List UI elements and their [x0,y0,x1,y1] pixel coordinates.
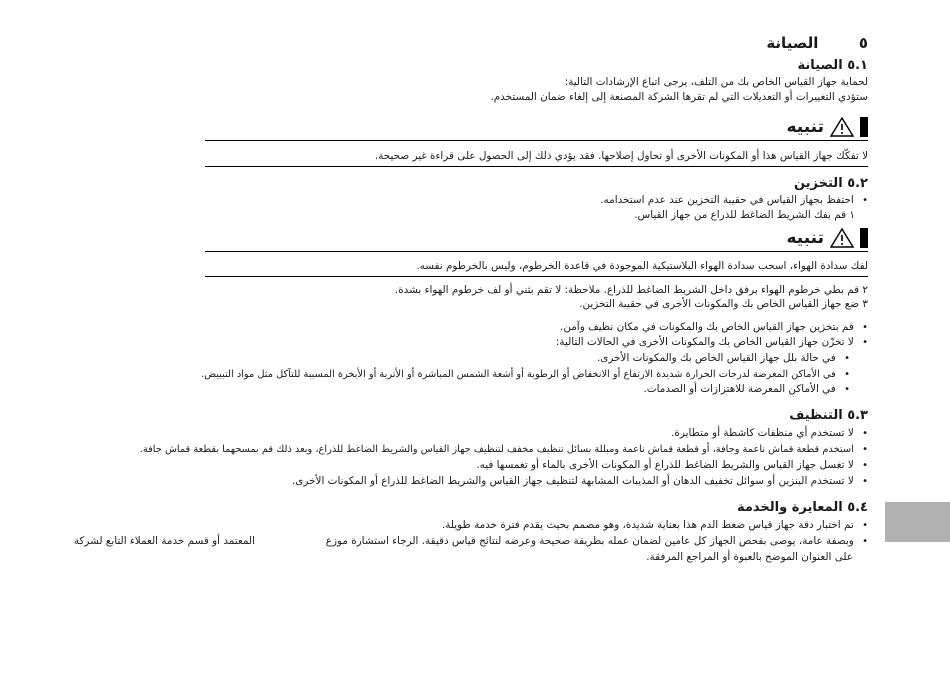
warning-label: تنبيه [786,117,824,137]
paragraph-line: ستؤدي التغييرات أو التعديلات التي لم تقرها الشركة المصنعة إلى إلغاء ضمان المستخدم. [490,91,868,103]
bullet-icon: • [862,476,868,487]
warning-heading [786,228,868,248]
list-item-text: لا تستخدم أي منظفات كاشطة أو متطايرة. [671,427,854,439]
sub-list-item [597,352,850,365]
list-item-text: لا تغسل جهاز القياس والشريط الضاغط للذراع أو المكونات الأخرى بالماء أو تغمسها فيه. [476,459,854,471]
bullet-icon: • [862,337,868,348]
step-item: ٢ قم بطي خرطوم الهواء برفق داخل الشريط الضاغط للذراع. ملاحظة: لا تقم بثني أو لف خرطوم الهواء بشدة. [394,284,868,296]
list-item-continuation: على العنوان الموضح بالعبوة أو المراجع المرفقة. [646,551,853,563]
warning-triangle-icon [830,117,854,137]
section-number: ٥ [858,34,868,52]
bullet-icon: • [862,322,868,333]
bullet-icon: • [862,444,868,455]
list-item-text: قم بتخزين جهاز القياس الخاص بك والمكونات في مكان نظيف وآمن. [560,321,854,333]
warning-heading [786,117,868,137]
divider [205,166,868,167]
warning-label: تنبيه [786,228,824,248]
bullet-icon: • [862,536,868,547]
list-item [442,519,868,532]
list-item [560,321,868,334]
bullet-icon: • [862,520,868,531]
list-item-text: لا تخزّن جهاز القياس الخاص بك والمكونات الأخرى في الحالات التالية: [555,336,854,348]
divider [205,251,868,252]
step-item: ١ قم بفك الشريط الضاغط للذراع من جهاز القياس. [634,209,855,221]
list-item [292,475,868,488]
step-item: ٣ ضع جهاز القياس الخاص بك والمكونات الأخرى في حقيبة التخزين. [579,298,868,310]
list-item [600,194,868,207]
list-item-text: وبصفة عامة، يوصى بفحص الجهاز كل عامين لضمان عمله بطريقة صحيحة وعرضه لنتائج قياس دقيقة. الرجاء استشارة موزع [325,535,854,547]
list-item-text: لا تستخدم البنزين أو سوائل تخفيف الدهان أو المذيبات المشابهة لتنظيف جهاز القياس والشريط الضاغط للذراع أو المكونات الأخرى. [291,475,854,487]
warning-text: لا تفكّك جهاز القياس هذا أو المكونات الأخرى أو تحاول إصلاحها. فقد يؤدي ذلك إلى الحصول على قراءة غير صحيحة. [374,150,868,162]
list-item-text: في الأماكن المعرضة لدرجات الحرارة شديدة الارتفاع أو الانخفاض أو الرطوبة أو أشعة الشمس المباشرة أو الأتربة أو الأبخرة المسببة للتآكل مثل مواد التبييض. [201,369,836,380]
section-title [766,34,868,52]
list-item [476,459,868,472]
subsection-heading-maintenance: ٥.١ الصيانة [797,58,868,73]
list-item-text: في الأماكن المعرضة للاهتزازات أو الصدمات. [643,383,836,395]
list-item-text: تم اختبار دقة جهاز قياس ضغط الدم هذا بعناية شديدة، وهو مصمم بحيث يقدم فترة خدمة طويلة. [441,519,854,531]
warning-bar [860,228,868,248]
warning-triangle-icon [830,228,854,248]
subsection-heading-storage: ٥.٢ التخزين [793,176,868,191]
paragraph-line: لحماية جهاز القياس الخاص بك من التلف، يرجى اتباع الإرشادات التالية: [564,76,868,88]
list-item [140,443,868,456]
list-item [671,427,868,440]
warning-text: لفك سدادة الهواء، اسحب سدادة الهواء البلاستيكية الموجودة في قاعدة الخرطوم، وليس بالخرطوم نفسه. [416,260,868,272]
divider [205,140,868,141]
list-item-text: استخدم قطعة قماش ناعمة وجافة، أو قطعة قماش ناعمة ومبللة بسائل تنظيف مخفف لتنظيف جهاز القياس والشريط الضاغط للذراع، وبعد ذلك قم بمسحهما بقطعة قماش جافة. [139,444,854,455]
subsection-heading-cleaning: ٥.٣ التنظيف [789,408,868,423]
warning-bar [860,117,868,137]
bullet-icon: • [844,369,850,380]
bullet-icon: • [862,195,868,206]
divider [205,276,868,277]
list-item [326,535,868,548]
section-title-text: الصيانة [766,34,819,52]
list-item-text: في حالة بلل جهاز القياس الخاص بك والمكونات الأخرى. [596,352,836,364]
list-item [556,336,868,349]
list-item-text: احتفظ بجهاز القياس في حقيبة التخزين عند عدم استخدامه. [600,194,854,206]
list-item-continuation: المعتمد أو قسم خدمة العملاء التابع لشركة [73,535,255,547]
sub-list-item [644,383,851,396]
chapter-side-tab [885,502,950,542]
subsection-heading-calibration: ٥.٤ المعايرة والخدمة [736,500,868,515]
bullet-icon: • [844,353,850,364]
bullet-icon: • [862,428,868,439]
sub-list-item [201,368,850,381]
bullet-icon: • [844,384,850,395]
bullet-icon: • [862,460,868,471]
